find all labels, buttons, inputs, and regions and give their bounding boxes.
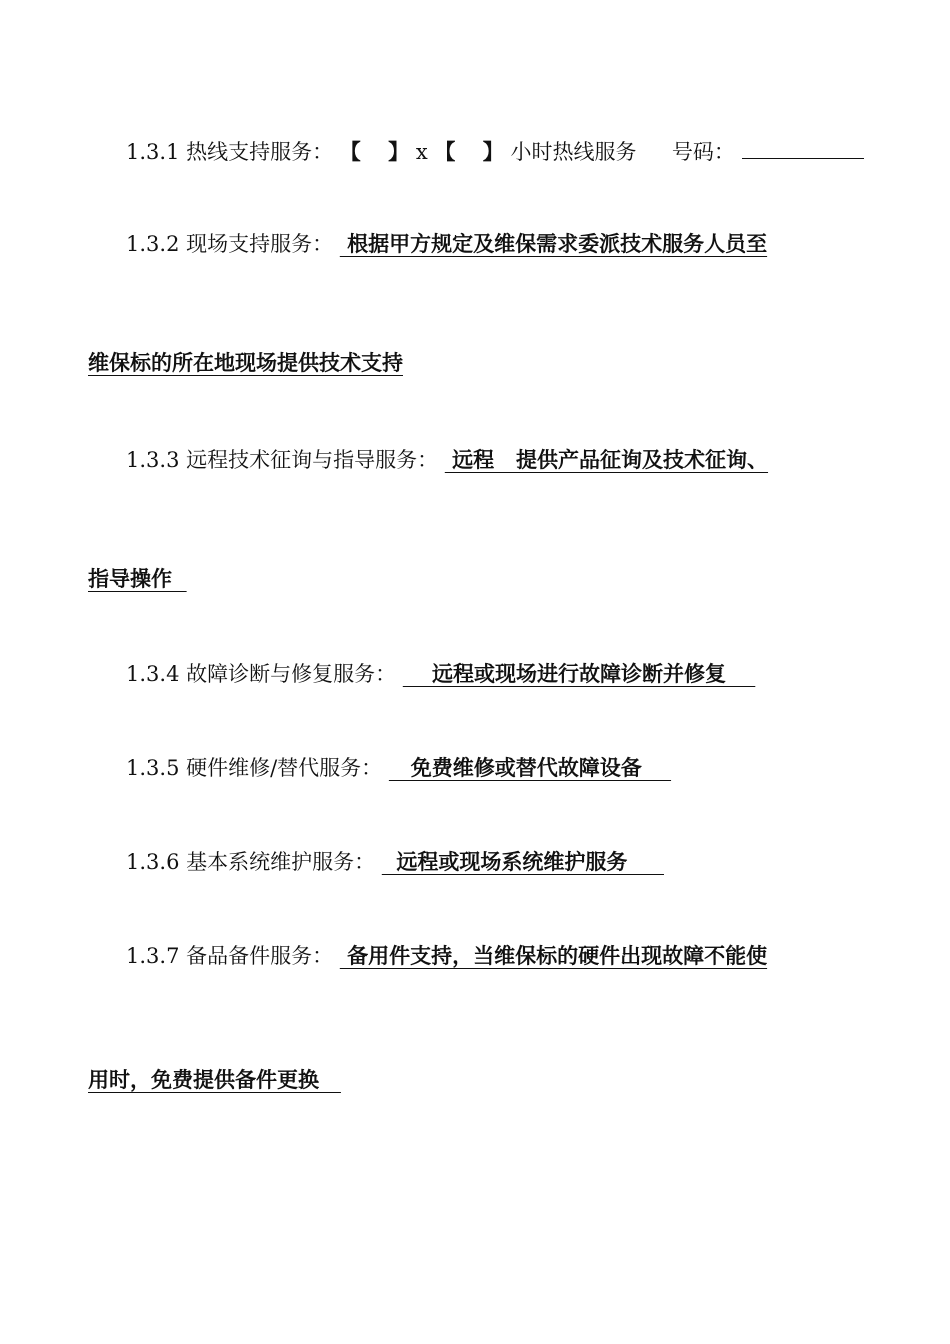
item-1-3-1 [126, 136, 864, 166]
item-1-3-3 [126, 446, 768, 474]
bracket-left: 【 [339, 139, 361, 164]
item-1-3-7-prefix: 1.3.7 备品备件服务： [126, 944, 334, 968]
item-1-3-4-prefix: 1.3.4 故障诊断与修复服务： [126, 662, 397, 686]
phone-label: 号码： [671, 140, 735, 164]
item-1-3-3-value: 远程 提供产品征询及技术征询、 [444, 447, 769, 472]
item-1-3-3-prefix: 1.3.3 远程技术征询与指导服务： [126, 448, 439, 472]
item-1-3-2-prefix: 1.3.2 现场支持服务： [126, 232, 334, 256]
item-1-3-6-value: 远程或现场系统维护服务 [381, 849, 664, 874]
item-1-3-4 [126, 660, 755, 688]
item-1-3-7-value-cont: 用时，免费提供备件更换 [88, 1067, 341, 1092]
item-1-3-5 [126, 754, 671, 782]
item-1-3-6-prefix: 1.3.6 基本系统维护服务： [126, 850, 376, 874]
item-1-3-2-value-cont: 维保标的所在地现场提供技术支持 [88, 350, 403, 375]
item-1-3-6 [126, 848, 664, 876]
item-1-3-3-value-cont: 指导操作 [88, 566, 187, 591]
times-sign: x [415, 140, 428, 164]
item-1-3-7 [126, 942, 767, 970]
phone-blank-field [742, 136, 864, 159]
item-1-3-7-value: 备用件支持，当维保标的硬件出现故障不能使 [339, 943, 768, 968]
item-1-3-7-continued [88, 1066, 341, 1094]
hours-hotline-label: 小时热线服务 [510, 140, 637, 164]
item-1-3-4-value: 远程或现场进行故障诊断并修复 [402, 661, 756, 686]
item-1-3-5-value: 免费维修或替代故障设备 [388, 755, 672, 780]
bracket-right: 】 [388, 139, 410, 164]
item-1-3-2-continued [88, 349, 403, 377]
item-1-3-5-prefix: 1.3.5 硬件维修/替代服务： [126, 756, 383, 780]
item-1-3-3-continued [88, 565, 187, 593]
bracket-right: 】 [482, 139, 504, 164]
item-1-3-2-value: 根据甲方规定及维保需求委派技术服务人员至 [339, 231, 768, 256]
bracket-left: 【 [434, 139, 456, 164]
item-1-3-1-prefix: 1.3.1 热线支持服务： [126, 140, 334, 164]
item-1-3-2 [126, 230, 767, 258]
